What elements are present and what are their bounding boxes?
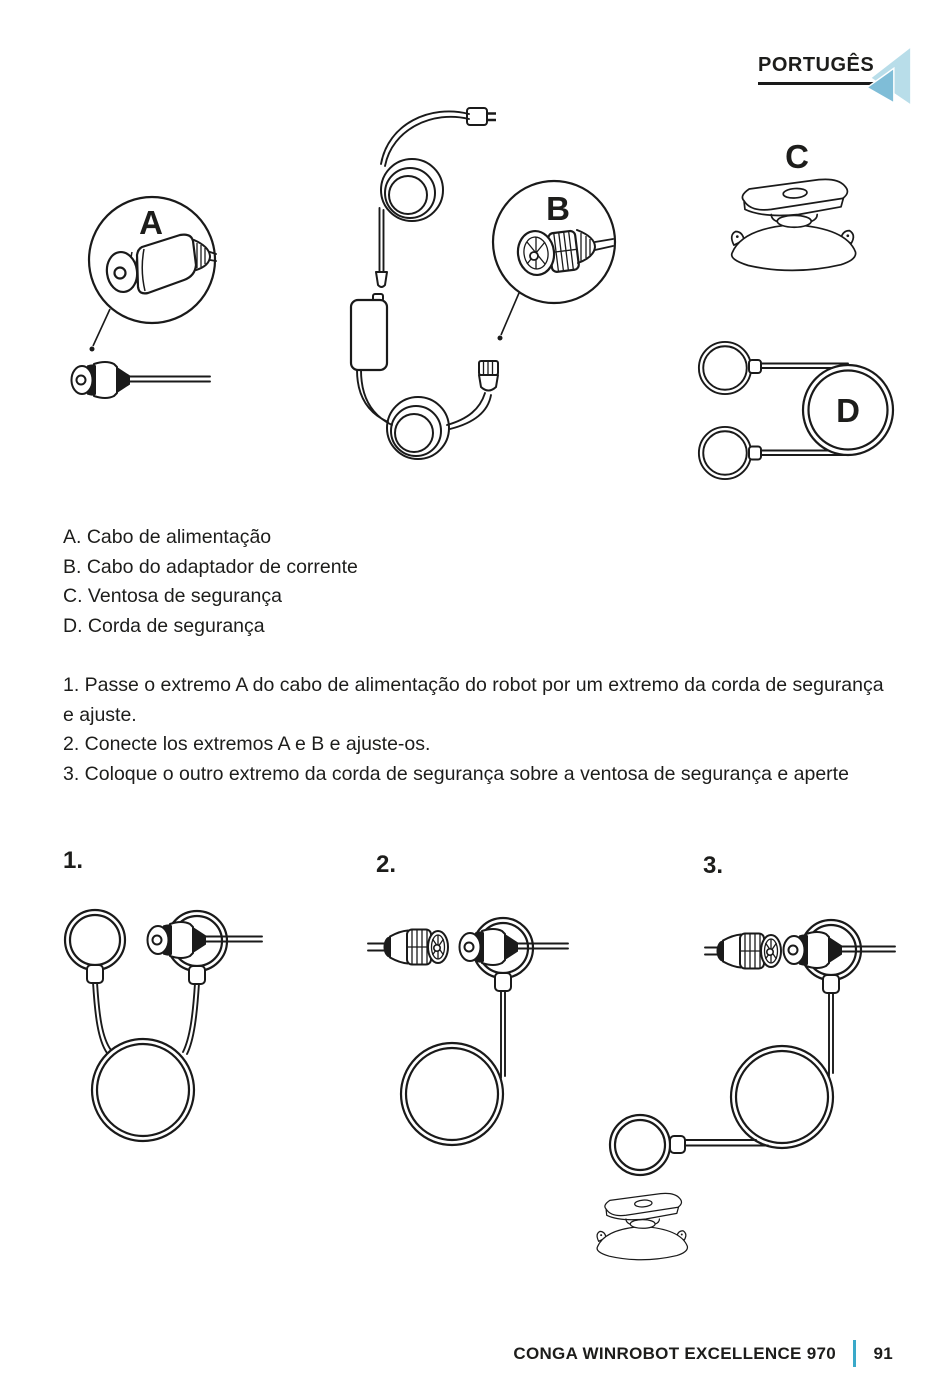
cord-ring-left [65,910,125,970]
instructions [63,671,911,789]
step-label-1: 1. [63,847,84,874]
power-cable-connector-a [460,929,519,965]
footer-page-number: 91 [873,1343,893,1363]
cable-coil-top [381,159,443,221]
figure-power-cable-a [60,180,320,415]
callout-letter-a: A [139,204,163,241]
figure-safety-cord-d [680,330,930,490]
figure-step-1 [40,840,320,1160]
suction-cup-drawing [732,179,856,270]
parts-list-item: C. Ventosa de segurança [63,585,282,608]
callout-letter-d: D [836,392,860,429]
instruction-line: 1. Passe o extremo A do cabo de alimentação do robot por um extremo da corda de segurança [63,674,884,696]
footer-product-name: CONGA WINROBOT EXCELLENCE 970 [513,1343,836,1363]
figure-power-adapter-b [330,90,665,490]
parts-list [63,523,903,641]
figure-step-3 [590,840,920,1270]
figure-suction-cup-c [680,130,930,305]
adapter-cable-bottom [357,370,392,425]
language-label: PORTUGÊS [758,54,874,85]
step-label-3: 3. [703,852,724,879]
footer-separator [853,1340,857,1367]
callout-letter-b: B [546,190,570,227]
suction-cup-drawing [597,1193,687,1259]
cable-coil-bottom [387,397,449,459]
cord-big-loop [92,1039,194,1141]
adapter-connector-b [384,930,449,965]
power-cable-connector-a [148,922,207,958]
instruction-line: 2. Conecte los extremos A e B e ajuste-os. [63,733,431,756]
cord-ring-top [699,342,751,394]
dc-connector-tip [376,272,387,287]
step-label-2: 2. [376,851,397,878]
footer [513,1340,893,1367]
cord-ring-end [610,1115,670,1175]
callout-pointer-b [501,293,519,335]
power-cable-connector-a [72,362,211,398]
adapter-connector-b [717,934,782,969]
connector-b-small [479,361,498,391]
cord-big-loop [401,1043,503,1145]
power-cable-connector-a [784,932,843,968]
callout-letter-c: C [785,138,809,175]
parts-list-item: D. Corda de segurança [63,614,265,637]
parts-list-item: A. Cabo de alimentação [63,526,272,548]
cord-ring-bottom [699,427,751,479]
instruction-line: 3. Coloque o outro extremo da corda de segurança sobre a ventosa de segurança e aperte [63,762,849,785]
instruction-line: e ajuste. [63,703,137,726]
cord-big-loop [731,1046,833,1148]
parts-list-item: B. Cabo do adaptador de corrente [63,555,358,578]
mains-plug [467,108,496,125]
adapter-box [351,294,387,370]
adapter-cable-top [381,111,469,166]
callout-pointer-a [93,309,110,346]
language-arrow-icon [866,46,914,106]
